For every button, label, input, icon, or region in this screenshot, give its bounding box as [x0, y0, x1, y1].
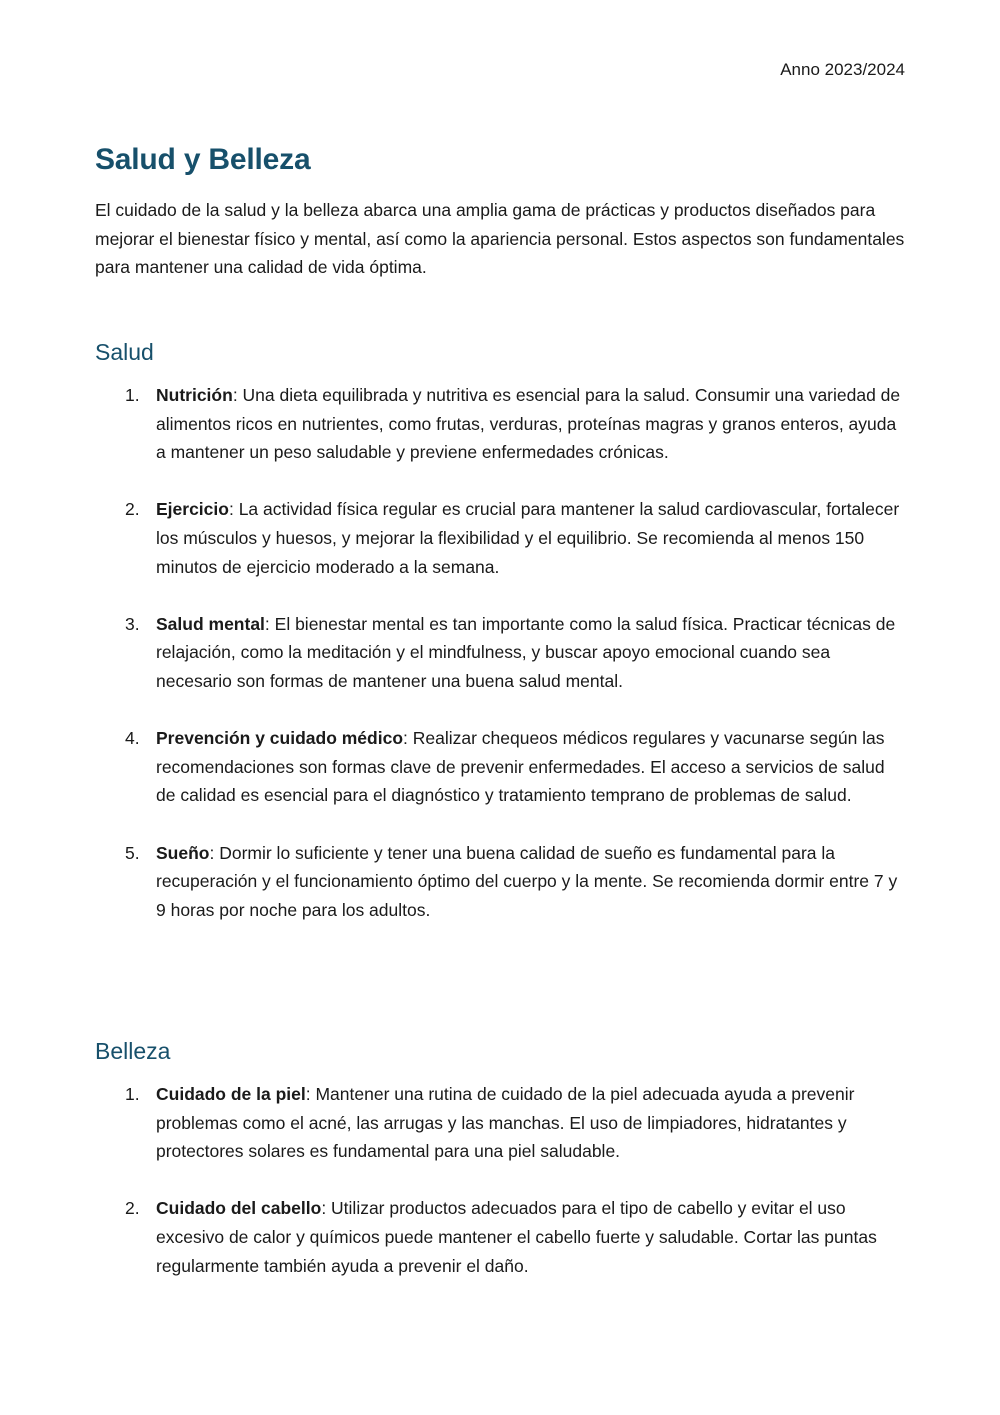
list-item-number: 4. [125, 728, 140, 749]
list-item-term: Ejercicio [156, 499, 229, 520]
list-item-number: 1. [125, 385, 140, 405]
list-item-number: 2. [125, 499, 140, 520]
header-year: Anno 2023/2024 [780, 60, 905, 79]
list-item-term: Sueño [156, 842, 210, 863]
list-item-term: Cuidado de la piel [156, 1084, 306, 1104]
salud-list [95, 381, 905, 953]
list-item [95, 1080, 905, 1166]
list-item-term: Prevención y cuidado médico [156, 728, 404, 749]
section-heading-belleza: Belleza [95, 1038, 171, 1064]
list-item-number: 5. [125, 842, 140, 863]
list-item-number: 2. [125, 1198, 140, 1219]
list-item-number: 1. [125, 1084, 140, 1104]
list-item-text: : La actividad física regular es crucial para mantener la salud cardiovascular, fortalecer los músculos y huesos, y mejorar la flexibilidad y el equilibrio. Se recomienda al menos 150 minutos de ejercicio moderado a la semana. [156, 499, 900, 577]
list-item-number: 3. [125, 613, 140, 634]
list-item [95, 495, 905, 581]
section-heading-salud: Salud [95, 339, 154, 365]
list-item-term: Cuidado del cabello [156, 1198, 322, 1219]
list-item [95, 724, 905, 810]
list-item [95, 1194, 905, 1280]
list-item [95, 610, 905, 696]
list-item-text: : Dormir lo suficiente y tener una buena calidad de sueño es fundamental para la recuperación y el funcionamiento óptimo del cuerpo y la mente. Se recomienda dormir entre 7 y 9 horas por noche para los adultos. [156, 842, 898, 920]
intro-paragraph: El cuidado de la salud y la belleza abarca una amplia gama de prácticas y productos diseñados para mejorar el bienestar físico y mental, así como la apariencia personal. Estos aspectos son fundamentales para mantener una calidad de vida óptima. [95, 200, 905, 278]
list-item [95, 381, 905, 467]
belleza-list [95, 1080, 905, 1309]
list-item-text: : Utilizar productos adecuados para el tipo de cabello y evitar el uso excesivo de calor y químicos puede mantener el cabello fuerte y saludable. Cortar las puntas regularmente también ayuda a prevenir el daño. [156, 1198, 877, 1276]
page-title: Salud y Belleza [95, 143, 311, 176]
list-item-term: Salud mental [156, 613, 265, 634]
list-item-text: : El bienestar mental es tan importante como la salud física. Practicar técnicas de relajación, como la meditación y el mindfulness, y buscar apoyo emocional cuando sea necesario son formas de mantener una buena salud mental. [156, 613, 896, 691]
list-item-text: : Mantener una rutina de cuidado de la piel adecuada ayuda a prevenir problemas como el acné, las arrugas y las manchas. El uso de limpiadores, hidratantes y protectores solares es fundamental para una piel saludable. [156, 1084, 855, 1162]
list-item-text: : Realizar chequeos médicos regulares y vacunarse según las recomendaciones son formas clave de prevenir enfermedades. El acceso a servicios de salud de calidad es esencial para el diagnóstico y tratamiento temprano de problemas de salud. [156, 728, 885, 806]
list-item [95, 839, 905, 925]
list-item-term: Nutrición [156, 385, 233, 405]
list-item-text: : Una dieta equilibrada y nutritiva es esencial para la salud. Consumir una variedad de alimentos ricos en nutrientes, como frutas, verduras, proteínas magras y granos enteros, ayuda a mantener un peso saludable y previene enfermedades crónicas. [156, 385, 901, 463]
